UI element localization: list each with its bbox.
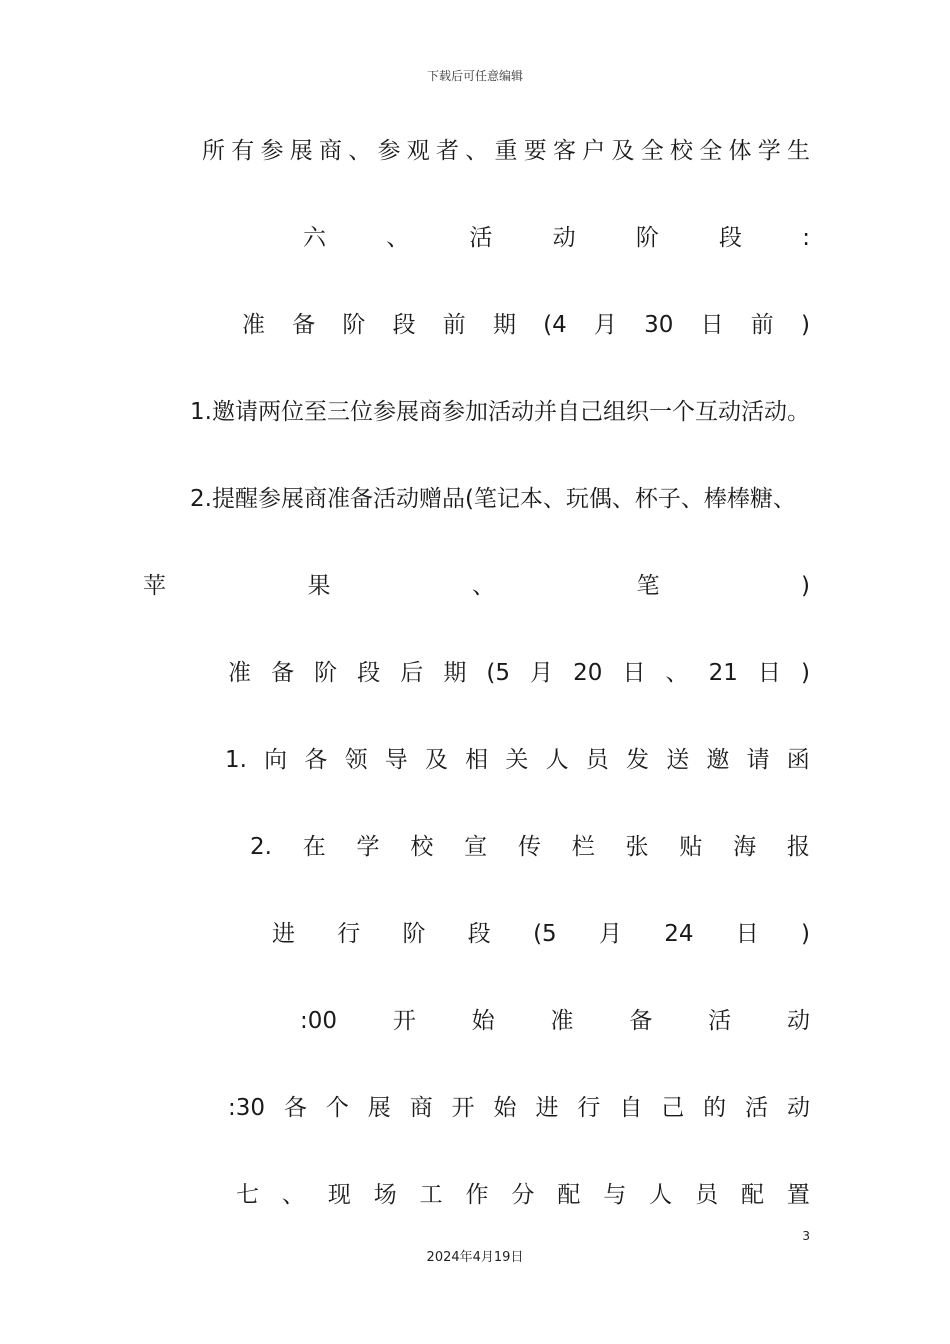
text-token: 段 (719, 225, 743, 251)
text-token: :00 (300, 1008, 338, 1034)
text-token: 阶 (314, 660, 338, 686)
text-token: 人 (649, 1182, 673, 1208)
text-token: 段 (467, 921, 491, 947)
text-token: 者 (436, 138, 459, 164)
text-line-invite-exhibitors (190, 395, 810, 429)
text-token: (4 (543, 312, 567, 338)
text-token: 导 (384, 747, 408, 773)
text-token: 商 (409, 1095, 433, 1121)
text-line-send-invitations (225, 743, 810, 777)
text-line-post-posters (250, 830, 810, 864)
text-token: 、 (386, 225, 410, 251)
page-number: 3 (802, 1229, 810, 1243)
text-token: 始 (493, 1095, 517, 1121)
text-token: 函 (786, 747, 810, 773)
header-note: 下载后可任意编辑 (426, 69, 523, 83)
text-token: 在 (302, 834, 326, 860)
text-token: 要 (523, 138, 547, 164)
text-line-prep-late (228, 656, 810, 690)
text-token: 前 (750, 312, 774, 338)
text-token: 段 (357, 660, 381, 686)
text-token: 展 (367, 1095, 391, 1121)
text-token: 邀 (706, 747, 730, 773)
text-token: 开 (451, 1095, 475, 1121)
text-token: 30 (644, 312, 674, 338)
text-token: 动 (787, 1095, 810, 1121)
text-token: 海 (733, 834, 757, 860)
text-token: 现 (327, 1182, 351, 1208)
text-token: 六 (303, 225, 326, 251)
text-token: 有 (231, 138, 255, 164)
text-token: 动 (786, 1008, 810, 1034)
text-token: 置 (786, 1182, 810, 1208)
text-token: 1. (225, 747, 247, 773)
text-token: 栏 (571, 834, 595, 860)
text-line-exhibitors-start (228, 1091, 810, 1125)
text-token: 活 (708, 1008, 732, 1034)
text-token: 20 (573, 660, 603, 686)
text-token: 月 (530, 660, 554, 686)
text-line-start-prep (300, 1004, 810, 1038)
text-token: 员 (695, 1182, 719, 1208)
text-token: 日 (622, 660, 646, 686)
text-token: 备 (292, 312, 316, 338)
text-token: 2. (250, 834, 272, 860)
text-token: 、 (465, 138, 489, 164)
text-token: 备 (271, 660, 295, 686)
text-token: :30 (228, 1095, 266, 1121)
text-token: 日 (735, 921, 759, 947)
text-token: 学 (356, 834, 380, 860)
text-line-participants (202, 134, 810, 168)
text-token: 送 (666, 747, 690, 773)
text-token: 学 (757, 138, 781, 164)
text-run: 1.邀请两位至三位参展商参加活动并自己组织一个互动活动。 (190, 399, 810, 425)
text-line-remind-gifts (190, 482, 810, 516)
text-token: 始 (471, 1008, 495, 1034)
text-token: 月 (598, 921, 622, 947)
text-token: 贴 (679, 834, 703, 860)
text-token: 参 (260, 138, 284, 164)
text-token: 及 (424, 747, 448, 773)
text-token: 准 (550, 1008, 574, 1034)
text-token: 传 (517, 834, 541, 860)
text-token: 展 (289, 138, 313, 164)
text-token: 与 (603, 1182, 627, 1208)
text-token: 向 (264, 747, 288, 773)
text-token: 人 (545, 747, 569, 773)
text-line-prep-early (242, 308, 810, 342)
text-token: 工 (419, 1182, 443, 1208)
text-token: 各 (304, 747, 328, 773)
text-token: 校 (410, 834, 434, 860)
text-token: 所 (202, 138, 225, 164)
text-token: 苹 (143, 573, 166, 599)
text-token: ) (801, 921, 810, 947)
text-token: 活 (469, 225, 493, 251)
text-token: 参 (377, 138, 401, 164)
text-token: 24 (664, 921, 694, 947)
text-token: 行 (577, 1095, 601, 1121)
text-token: 关 (505, 747, 529, 773)
text-token: 动 (552, 225, 576, 251)
text-token: 作 (465, 1182, 489, 1208)
text-token: 己 (661, 1095, 685, 1121)
text-token: 阶 (635, 225, 659, 251)
text-token: 备 (629, 1008, 653, 1034)
text-token: 自 (619, 1095, 643, 1121)
text-token: 体 (728, 138, 752, 164)
text-token: 段 (392, 312, 416, 338)
text-token: 、 (348, 138, 372, 164)
text-token: 期 (443, 660, 467, 686)
text-token: 观 (406, 138, 430, 164)
text-token: 准 (242, 312, 265, 338)
text-token: 、 (665, 660, 689, 686)
text-token: 校 (670, 138, 693, 164)
text-token: 重 (494, 138, 518, 164)
text-token: 个 (325, 1095, 349, 1121)
text-token: 及 (611, 138, 635, 164)
text-token: 进 (272, 921, 295, 947)
section-heading-activity-stages (303, 221, 810, 255)
text-token: (5 (533, 921, 557, 947)
text-token: 七 (236, 1182, 259, 1208)
text-token: 各 (283, 1095, 307, 1121)
text-token: 阶 (342, 312, 366, 338)
text-token: ) (800, 660, 810, 686)
text-token: ) (801, 573, 810, 599)
text-token: 商 (319, 138, 342, 164)
text-line-gift-items-cont (143, 569, 810, 603)
text-token: 月 (593, 312, 617, 338)
text-token: 宣 (464, 834, 488, 860)
text-token: : (802, 225, 810, 251)
section-heading-staffing (236, 1178, 810, 1212)
text-token: 、 (472, 573, 495, 599)
text-token: 请 (746, 747, 770, 773)
text-token: (5 (486, 660, 510, 686)
text-token: ) (800, 312, 810, 338)
text-token: 期 (492, 312, 516, 338)
text-token: 全 (640, 138, 664, 164)
text-run: 2.提醒参展商准备活动赠品(笔记本、玩偶、杯子、棒棒糖、 (190, 486, 796, 512)
text-token: 张 (625, 834, 649, 860)
text-token: 全 (699, 138, 723, 164)
text-token: 领 (344, 747, 368, 773)
text-token: 笔 (636, 573, 660, 599)
text-token: 后 (400, 660, 424, 686)
text-token: 配 (557, 1182, 581, 1208)
text-token: 前 (442, 312, 466, 338)
text-token: 21 (708, 660, 738, 686)
text-token: 开 (392, 1008, 416, 1034)
text-token: 户 (582, 138, 606, 164)
text-token: 员 (585, 747, 609, 773)
text-token: 客 (553, 138, 576, 164)
text-token: 阶 (402, 921, 426, 947)
text-line-execution-stage (272, 917, 810, 951)
text-token: 报 (786, 834, 810, 860)
text-token: 果 (307, 573, 331, 599)
text-token: 相 (465, 747, 489, 773)
text-token: 场 (373, 1182, 397, 1208)
text-token: 日 (700, 312, 724, 338)
text-token: 进 (535, 1095, 559, 1121)
text-token: 分 (511, 1182, 535, 1208)
text-token: 生 (787, 138, 810, 164)
text-token: 、 (281, 1182, 305, 1208)
footer-date: 2024年4月19日 (426, 1250, 524, 1265)
text-token: 活 (745, 1095, 769, 1121)
text-token: 发 (625, 747, 649, 773)
text-token: 的 (703, 1095, 727, 1121)
text-token: 准 (228, 660, 251, 686)
text-token: 配 (740, 1182, 764, 1208)
text-token: 日 (757, 660, 781, 686)
text-token: 行 (337, 921, 361, 947)
